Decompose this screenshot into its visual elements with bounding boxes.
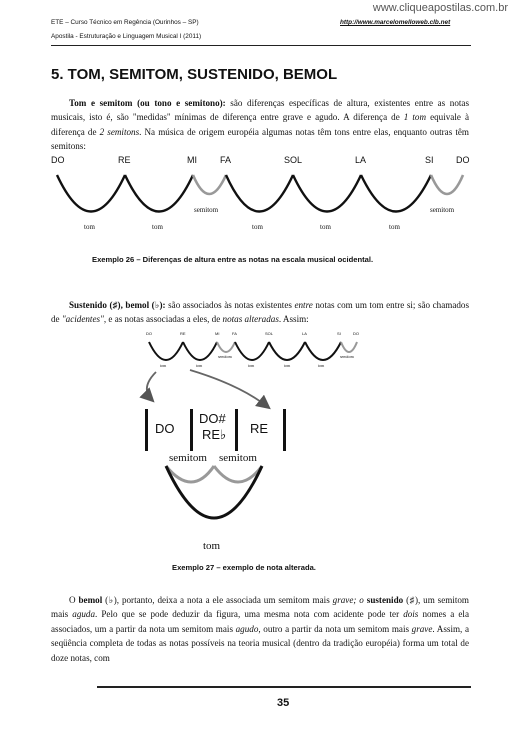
fig2-mini-arc-tom [183, 342, 217, 360]
fig2-mini-label: tom [248, 363, 255, 368]
fig2-label-tom: tom [203, 540, 221, 552]
fig2-mini-arc-tom [235, 342, 269, 360]
fig2-mini-note: FA [232, 331, 237, 336]
para1-text: equivale à diferença de [51, 112, 469, 137]
fig2-box-do: DO [155, 421, 175, 436]
fig2-arc-tom [166, 466, 262, 518]
fig1-label-tom: tom [84, 223, 95, 231]
para3-italic: dois [403, 609, 419, 620]
para3-italic: grave [411, 623, 433, 634]
header-subtitle: Apostila - Estruturação e Linguagem Musical I (2011) [51, 33, 202, 40]
para3-text: nomes a ela associados, um a partir da nota um semitom mais [51, 609, 469, 634]
fig2-mini-label: semitom [218, 354, 232, 359]
para2-text: , e as notas associadas a eles, de [103, 314, 223, 325]
para3-italic: grave; o [332, 595, 364, 605]
para3-text: O [69, 595, 79, 605]
para2-italic: notas alteradas [222, 314, 279, 325]
para1-lead: Tom e semitom (ou tono e semitono): [69, 98, 226, 108]
para3-bold: sustenido [366, 595, 404, 605]
fig2-mini-note: LA [302, 331, 307, 336]
fig1-label-semitom: semitom [430, 206, 455, 214]
fig1-note-fa: FA [220, 155, 232, 165]
fig2-mini-note: SOL [265, 331, 274, 336]
header-url[interactable]: http://www.marcelomelloweb.clb.net [340, 19, 451, 26]
fig1-label-tom: tom [252, 223, 263, 231]
header-course: ETE – Curso Técnico em Regência (Ourinhos – SP) [51, 19, 199, 26]
para2-lead: Sustenido (♯), bemol (♭): [69, 300, 166, 310]
fig2-bar [283, 409, 286, 451]
footer-rule [97, 686, 471, 688]
para2-text: . Assim: [278, 314, 309, 325]
fig1-note-do-high: DO [456, 155, 470, 165]
fig2-box-reflat: RE♭ [202, 427, 227, 442]
fig2-arrow-do [147, 372, 156, 400]
fig2-arrow-re [190, 370, 268, 407]
caption-example-27: Exemplo 27 – exemplo de nota alterada. [172, 563, 316, 572]
fig2-bar [235, 409, 238, 451]
fig1-label-semitom: semitom [194, 206, 219, 214]
section-title: 5. TOM, SEMITOM, SUSTENIDO, BEMOL [51, 66, 338, 83]
fig2-mini-arc-tom [305, 342, 341, 360]
para2-text: são associados às notas existentes [165, 300, 295, 310]
fig2-bar [190, 409, 193, 451]
fig2-mini-note: DO [353, 331, 359, 336]
para1-text: são diferenças específicas de altura, existentes entre as notas musicais, isto é, são "medidas" mínimas de diferença entre grave e agudo. A diferença de [51, 98, 469, 123]
fig1-note-mi: MI [187, 155, 197, 165]
paragraph-bemol-sustenido [51, 593, 469, 665]
fig2-mini-label: tom [318, 363, 325, 368]
para2-text: notas com um tom entre si; são chamados de [51, 300, 469, 325]
fig1-note-do: DO [51, 155, 65, 165]
fig2-mini-note: DO [146, 331, 152, 336]
para3-italic: aguda [72, 609, 95, 620]
fig2-mini-note: RE [180, 331, 186, 336]
fig2-mini-label: tom [160, 363, 167, 368]
fig2-mini-arc-semitom [217, 342, 235, 352]
fig2-mini-arc-tom [269, 342, 305, 360]
fig2-box-re: RE [250, 421, 269, 436]
fig1-note-si: SI [425, 155, 434, 165]
para1-italic: 1 tom [403, 112, 427, 123]
fig2-label-semitom-left: semitom [169, 452, 207, 464]
para3-text: , outro a partir da nota um semitom mais [258, 623, 412, 634]
para2-italic: entre [294, 300, 313, 310]
fig2-mini-label: semitom [340, 354, 354, 359]
para3-text: (♯), um semitom mais [51, 595, 470, 620]
fig2-mini-arc-tom [149, 342, 183, 360]
fig2-mini-label: tom [284, 363, 291, 368]
fig2-mini-label: tom [196, 363, 203, 368]
para3-text: . Assim, a seqüência completa de todas as notas possíveis na teoria musical (dentro da tradição européia) forma um total de doze notas, com [51, 623, 469, 663]
fig2-mini-note: SI [337, 331, 341, 336]
para3-bold: bemol [78, 595, 103, 605]
caption-example-26: Exemplo 26 – Diferenças de altura entre as notas na escala musical ocidental. [92, 255, 374, 264]
watermark-text: www.cliqueapostilas.com.br [372, 2, 508, 14]
para3-text: . Pelo que se pode deduzir da figura, uma mesma nota com acidente pode ter [95, 609, 404, 620]
para3-text: (♭), portanto, deixa a nota a ele associada um semitom mais [102, 595, 333, 605]
fig1-label-tom: tom [152, 223, 163, 231]
para3-italic: agudo [235, 623, 259, 634]
para2-italic: "acidentes" [61, 314, 104, 325]
fig1-note-re: RE [118, 155, 131, 165]
fig1-label-tom: tom [320, 223, 331, 231]
fig1-label-tom: tom [389, 223, 400, 231]
fig2-label-semitom-right: semitom [219, 452, 257, 464]
fig1-note-sol: SOL [284, 155, 303, 165]
fig2-box-dosharp: DO# [199, 411, 226, 426]
para1-italic: 2 semitons [99, 126, 140, 137]
fig1-note-la: LA [355, 155, 367, 165]
para1-text: . Na música de origem européia algumas notas têm tons entre elas, enquanto outras têm semitons: [51, 126, 469, 152]
fig2-mini-note: MI [215, 331, 220, 336]
page-number: 35 [277, 697, 290, 709]
fig2-bar [145, 409, 148, 451]
fig2-mini-arc-semitom [341, 342, 357, 352]
